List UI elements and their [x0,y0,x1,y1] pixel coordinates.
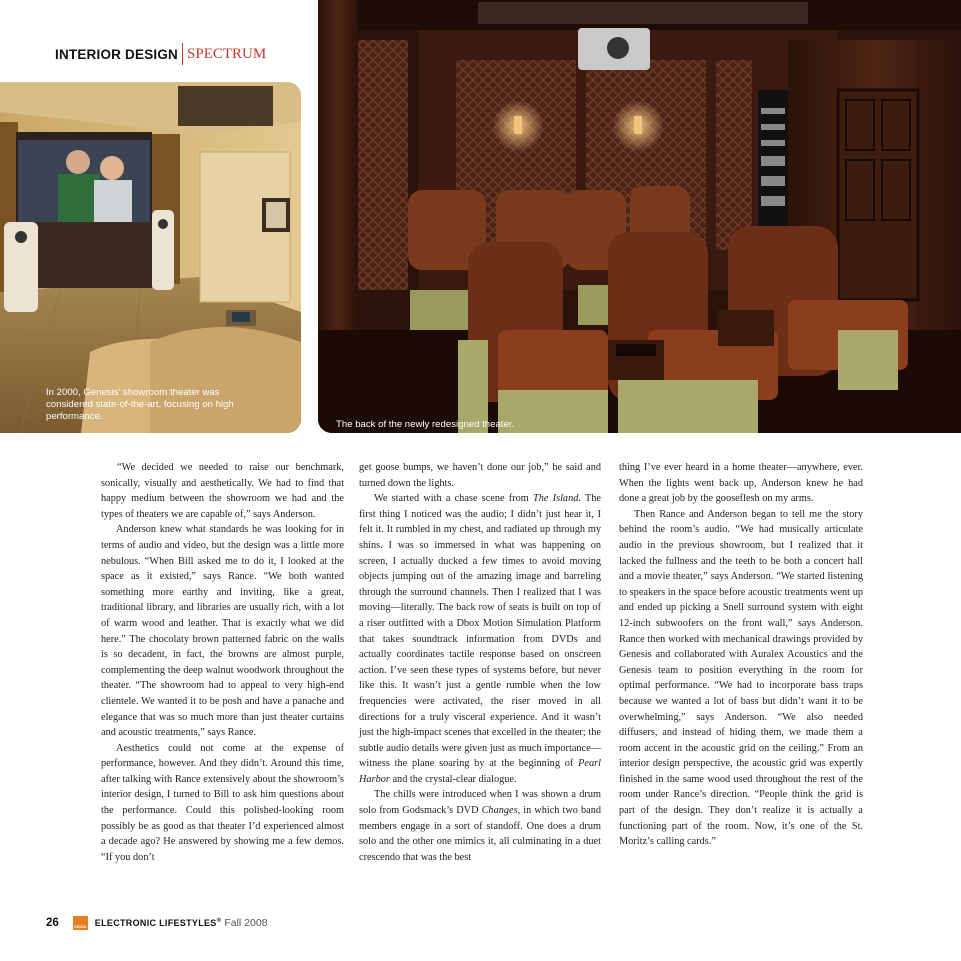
magazine-name [95,918,222,928]
dvd-title: Changes, [481,805,521,817]
header-divider [182,43,183,65]
paragraph: “We decided we needed to raise our benchmark, sonically, visually and aesthetically. We had to find that happy medium between the showroom we had and the types of theaters we are capable of,” says Anderson. [101,462,344,520]
paragraph [359,787,601,865]
section-subtitle: SPECTRUM [187,45,267,62]
paragraph-text: The first thing I noticed was the audio; I didn’t just hear it, I felt it. It rumbled in my chest, and radiated up through my shins. I was so immersed in what was happening on screen, I actually ducked a few times to avoid moving objects jumping out of the amazing image and barreling through the surround channels. Then I realized that I was moving—literally. The back row of seats is built on top of a riser outfitted with a Dbox Motion Simulation Platform that takes soundtrack information from DVDs and actually coordinates tactile response based on onscreen action. I’ve seen these types of systems before, but never like this. It wasn’t just a gentle rumble when the low frequencies were activated, the riser moved in all directions for a truly visceral experience. And it wasn’t just the high-impact scenes that excelled in the theater; the subtle audio details were given just as much importance—witness the plane soaring by at the beginning of [359,493,601,770]
article-column-2 [359,460,601,865]
magazine-title: ELECTRONIC LIFESTYLES [94,918,217,928]
left-photo-caption: In 2000, Genesis' showroom theater was considered state-of-the-art, focusing on high performance. [46,387,234,422]
section-title: INTERIOR DESIGN [55,46,179,62]
paragraph-text: The chills were introduced when I was shown a drum solo from Godsmack’s DVD [359,789,601,817]
paragraph: get goose bumps, we haven’t done our job,” he said and turned down the lights. [359,462,601,489]
paragraph: Aesthetics could not come at the expense of performance, however. And they didn’t. Around this time, after talking with Rance extensively about the showroom’s interior design, I turned to Bill to ask him questions about the performance. Could this polished-looking room possibly be as good as that theater I’d experienced almost a decade ago? He answered by showing me a few demos. “If you don’t [101,742,344,863]
article-column-3 [619,460,863,850]
paragraph-text: We started with a chase scene from [374,493,533,505]
page-footer [46,916,268,930]
redesigned-theater-photo [318,0,961,433]
section-header [55,44,266,64]
film-title: Pearl Harbor [359,758,601,785]
article-column-1 [101,460,344,865]
issue-date: Fall 2008 [224,917,268,929]
paragraph: thing I’ve ever heard in a home theater—anywhere, ever. When the lights went back up, Anderson knew he had done a great job by the gooseflesh on my arms. [619,462,863,505]
paragraph: Anderson knew what standards he was looking for in terms of audio and video, but the design was a little more nebulous. “When Bill asked me to do it, I looked at the space as it existed,” says Rance. “We both wanted something more earthy and inviting, like a great, traditional library, and libraries are usually rich, with a lot of warm wood and leather. That is exactly what we did here.” The chocolaty brown patterned fabric on the walls is so decadent, in fact, the browns are almost purple, complementing the deep walnut woodwork throughout the theater. “The showroom had to appeal to very high-end clientele. We wanted it to be posh and have a panache and elegance that was so much more than just theater curtains and acoustic treatments,” says Rance. [101,524,344,739]
page-number: 26 [46,917,59,929]
right-photo-caption: The back of the newly redesigned theater. [336,419,515,430]
showroom-2000-photo [0,82,301,433]
registered-mark: ® [216,918,222,924]
cedia-logo [73,916,88,930]
paragraph-text: in which two band members engage in a sort of standoff. One does a drum solo and the other one mimics it, all culminating in a duet crescendo that was the best [359,805,601,863]
film-title: The Island. [532,493,581,505]
paragraph-text: and the crystal-clear dialogue. [389,773,517,785]
paragraph [359,491,601,787]
logo-text: CEDIA [73,924,87,929]
paragraph: Then Rance and Anderson began to tell me the story behind the room’s audio. “We had musically articulate audio in the previous showroom, but I realized that it lacked the fullness and the teeth to be both a concert hall and a movie theater,” says Anderson. “We started listening to speakers in the space before acoustic treatments went up and ended up picking a Snell surround system with eight 12-inch subwoofers on the front wall,” says Anderson. Rance then worked with mechanical drawings provided by Genesis and collaborated with Auralex Acoustics and the Genesis team to position everything in the room for optimal performance. “We had to incorporate bass traps because we wanted a lot of bass but didn’t want it to be overwhelming,” says Anderson. “We also needed diffusers, and instead of hiding them, we made them a room accent in the acoustic grid on the ceiling.” From an interior design perspective, the acoustic grid was expertly finished in the same wood used throughout the rest of the room under Rance’s direction. “People think the grid is part of the design. They don’t realize it is actually a functioning part of the room. Now, it’s one of the St. Moritz’s calling cards.” [619,508,863,848]
